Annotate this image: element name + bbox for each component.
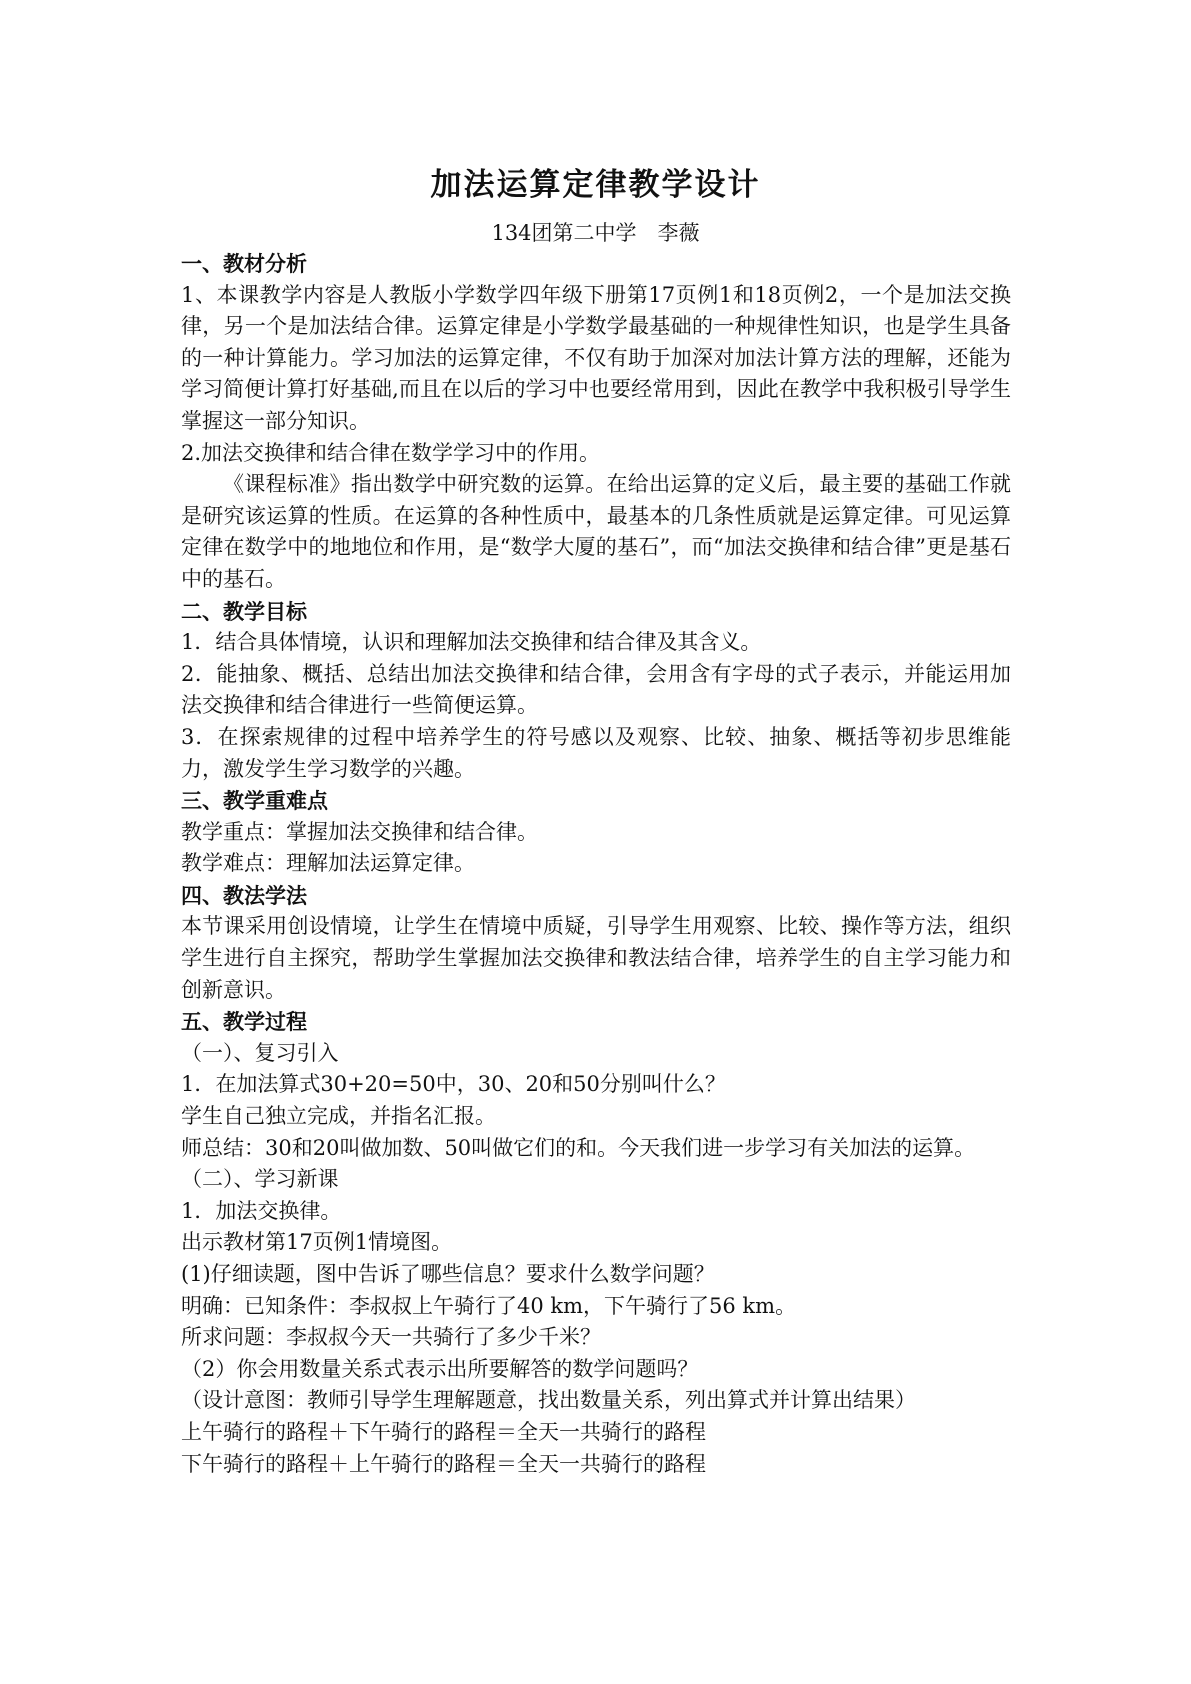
paragraph: 《课程标准》指出数学中研究数的运算。在给出运算的定义后，最主要的基础工作就是研究该运算的性质。在运算的各种性质中，最基本的几条性质就是运算定律。可见运算定律在数学中的地地位和作用，是“数学大厦的基石”，而“加法交换律和结合律”更是基石中的基石。 — [181, 472, 1011, 591]
paragraph: （2）你会用数量关系式表示出所要解答的数学问题吗？ — [181, 1356, 699, 1381]
paragraph: 1．在加法算式30+20=50中，30、20和50分别叫什么？ — [181, 1072, 726, 1097]
paragraph: 下午骑行的路程＋上午骑行的路程＝全天一共骑行的路程 — [181, 1451, 706, 1476]
document-body — [181, 248, 1011, 1480]
paragraph: 出示教材第17页例1情境图。 — [181, 1230, 453, 1255]
paragraph: 1．结合具体情境，认识和理解加法交换律和结合律及其含义。 — [181, 630, 762, 655]
paragraph: （二）、学习新课 — [181, 1167, 339, 1192]
paragraph: （一）、复习引入 — [181, 1040, 339, 1065]
paragraph: 教学难点：理解加法运算定律。 — [181, 851, 475, 876]
section-heading: 一、教材分析 — [181, 251, 307, 276]
paragraph: 教学重点：掌握加法交换律和结合律。 — [181, 819, 538, 844]
section-heading: 五、教学过程 — [181, 1009, 307, 1035]
paragraph: 2.加法交换律和结合律在数学学习中的作用。 — [181, 440, 601, 465]
document-title: 加法运算定律教学设计 — [430, 167, 761, 203]
section-heading: 四、教法学法 — [181, 882, 307, 908]
paragraph: 3．在探索规律的过程中培养学生的符号感以及观察、比较、抽象、概括等初步思维能力，激发学生学习数学的兴趣。 — [181, 724, 1011, 781]
paragraph: 学生自己独立完成，并指名汇报。 — [181, 1104, 496, 1129]
paragraph: 师总结：30和20叫做加数、50叫做它们的和。今天我们进一步学习有关加法的运算。 — [181, 1135, 976, 1160]
paragraph: 上午骑行的路程＋下午骑行的路程＝全天一共骑行的路程 — [181, 1419, 706, 1444]
author-line: 134团第二中学 李薇 — [491, 221, 700, 245]
paragraph: 1、本课教学内容是人教版小学数学四年级下册第17页例1和18页例2，一个是加法交换律，另一个是加法结合律。运算定律是小学数学最基础的一种规律性知识，也是学生具备的一种计算能力。学习加法的运算定律，不仅有助于加深对加法计算方法的理解，还能为学习简便计算打好基础,而且在以后的学习中也要经常用到，因此在教学中我积极引导学生掌握这一部分知识。 — [181, 282, 1011, 433]
section-heading: 二、教学目标 — [181, 598, 307, 624]
paragraph: 1．加法交换律。 — [181, 1198, 342, 1223]
paragraph: 2．能抽象、概括、总结出加法交换律和结合律，会用含有字母的式子表示，并能运用加法交换律和结合律进行一些简便运算。 — [181, 661, 1011, 718]
section-heading: 三、教学重难点 — [181, 788, 328, 814]
paragraph: 所求问题：李叔叔今天一共骑行了多少千米？ — [181, 1325, 601, 1350]
paragraph: 明确：已知条件：李叔叔上午骑行了40 km，下午骑行了56 km。 — [181, 1293, 797, 1318]
paragraph: 本节课采用创设情境，让学生在情境中质疑，引导学生用观察、比较、操作等方法，组织学生进行自主探究，帮助学生掌握加法交换律和教法结合律，培养学生的自主学习能力和创新意识。 — [181, 914, 1011, 1002]
paragraph: （设计意图：教师引导学生理解题意，找出数量关系，列出算式并计算出结果） — [181, 1388, 916, 1413]
paragraph: (1)仔细读题，图中告诉了哪些信息？要求什么数学问题？ — [181, 1262, 715, 1286]
